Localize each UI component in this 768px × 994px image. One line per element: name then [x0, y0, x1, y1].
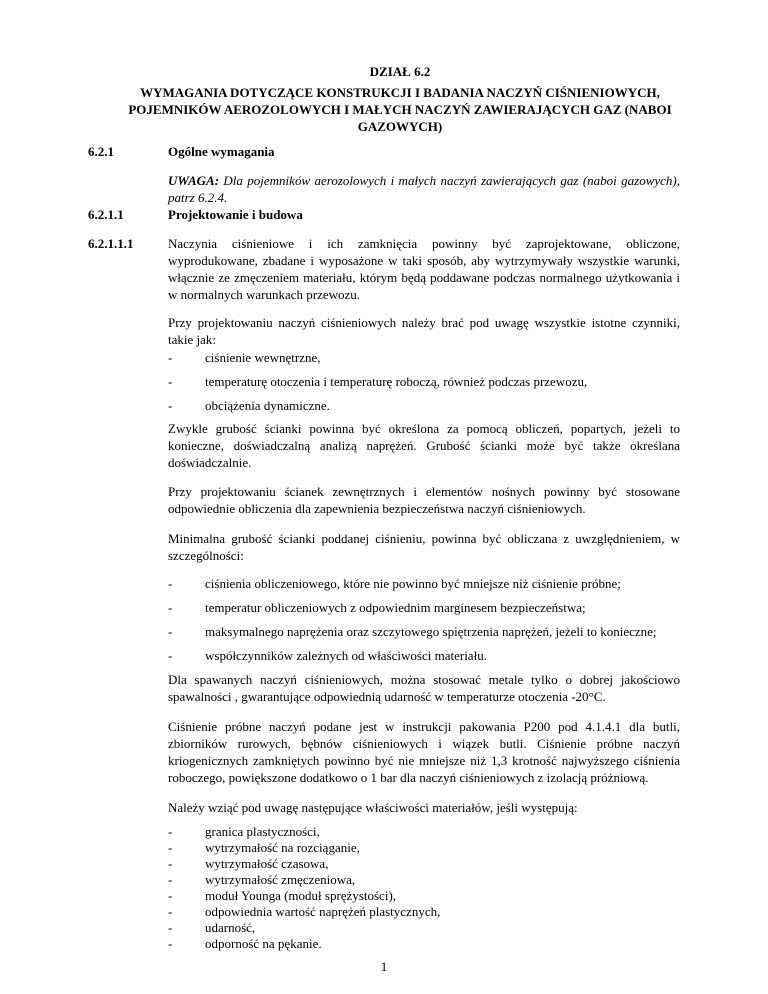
list-item: wytrzymałość czasowa, [205, 856, 329, 871]
list-dash: - [168, 920, 173, 935]
paragraph-2: Przy projektowaniu naczyń ciśnieniowych należy brać pod uwagę wszystkie istotne czynniki, takie jak: [168, 315, 680, 347]
list-item: maksymalnego naprężenia oraz szczytowego spiętrzenia naprężeń, jeżeli to konieczne; [205, 624, 657, 639]
list-item: współczynników zależnych od właściwości materiału. [205, 648, 487, 663]
list-dash: - [168, 904, 173, 919]
list-item: temperatur obliczeniowych z odpowiednim marginesem bezpieczeństwa; [205, 600, 586, 615]
list-item: moduł Younga (moduł sprężystości), [205, 888, 397, 903]
paragraph-7: Ciśnienie próbne naczyń podane jest w instrukcji pakowania P200 pod 4.1.4.1 dla butli, zbiorników rurowych, bębnów ciśnieniowych i wiązek butli. Ciśnienie próbne naczyń kriogenicznych zamkniętych powinno być nie mniejsze niż 1,3 krotność najwyższego ciśnienia roboczego, powiększone dodatkowo o 1 bar dla naczyń ciśnieniowych z izolacją próżniową. [168, 719, 680, 785]
section-heading: DZIAŁ 6.2 [369, 64, 431, 79]
note-paragraph [168, 172, 680, 206]
note-text: Dla pojemników aerozolowych i małych naczyń zawierających gaz (naboi gazowych), patrz 6.2.4. [168, 173, 680, 205]
list-dash: - [168, 936, 173, 951]
list-dash: - [168, 398, 173, 413]
paragraph-1: Naczynia ciśnieniowe i ich zamknięcia powinny być zaprojektowane, obliczone, wyprodukowane, zbadane i wyposażone w taki sposób, aby wytrzymywały wszystkie warunki, włącznie ze zmęczeniem materiału, którym będą poddawane podczas normalnego użytkowania i w normalnych warunkach przewozu. [168, 236, 680, 302]
list-dash: - [168, 624, 173, 639]
subsection-title-6-2-1-1: Projektowanie i budowa [168, 207, 303, 222]
list-dash: - [168, 374, 173, 389]
list-dash: - [168, 648, 173, 663]
paragraph-3: Zwykle grubość ścianki powinna być określona za pomocą obliczeń, popartych, jeżeli to konieczne, doświadczalną analizą naprężeń. Grubość ścianki może być także określana doświadczalnie. [168, 421, 680, 470]
list-dash: - [168, 856, 173, 871]
paragraph-8: Należy wziąć pod uwagę następujące właściwości materiałów, jeśli występują: [168, 800, 578, 815]
list-item: ciśnienie wewnętrzne, [205, 350, 321, 365]
list-item: temperaturę otoczenia i temperaturę roboczą, również podczas przewozu, [205, 374, 588, 389]
list-dash: - [168, 888, 173, 903]
list-item: odpowiednia wartość naprężeń plastycznych, [205, 904, 441, 919]
list-dash: - [168, 824, 173, 839]
paragraph-6: Dla spawanych naczyń ciśnieniowych, można stosować metale tylko o dobrej jakościowo spawalności , gwarantujące odpowiednią udarność w temperaturze otoczenia -20°C. [168, 672, 680, 704]
subsection-number-6-2-1-1-1: 6.2.1.1.1 [88, 236, 134, 251]
list-item: udarność, [205, 920, 256, 935]
list-dash: - [168, 872, 173, 887]
list-item: obciążenia dynamiczne. [205, 398, 330, 413]
list-dash: - [168, 576, 173, 591]
subsection-number-6-2-1: 6.2.1 [88, 144, 114, 159]
list-item: odporność na pękanie. [205, 936, 322, 951]
note-label: UWAGA: [168, 173, 220, 188]
paragraph-4: Przy projektowaniu ścianek zewnętrznych i elementów nośnych powinny być stosowane odpowiednie obliczenia dla zapewnienia bezpieczeństwa naczyń ciśnieniowych. [168, 484, 680, 516]
paragraph-5: Minimalna grubość ścianki poddanej ciśnieniu, powinna być obliczana z uwzględnieniem, w szczególności: [168, 531, 680, 563]
list-item: wytrzymałość zmęczeniowa, [205, 872, 356, 887]
list-item: ciśnienia obliczeniowego, które nie powinno być mniejsze niż ciśnienie próbne; [205, 576, 621, 591]
subsection-title-6-2-1: Ogólne wymagania [168, 144, 275, 159]
section-title: WYMAGANIA DOTYCZĄCE KONSTRUKCJI I BADANIA NACZYŃ CIŚNIENIOWYCH, POJEMNIKÓW AEROZOLOWYCH I MAŁYCH NACZYŃ ZAWIERAJĄCYCH GAZ (NABOI GAZOWYCH) [128, 85, 672, 134]
page-number: 1 [380, 959, 388, 974]
list-dash: - [168, 350, 173, 365]
list-item: granica plastyczności, [205, 824, 320, 839]
list-dash: - [168, 600, 173, 615]
list-dash: - [168, 840, 173, 855]
list-item: wytrzymałość na rozciąganie, [205, 840, 360, 855]
subsection-number-6-2-1-1: 6.2.1.1 [88, 207, 124, 222]
